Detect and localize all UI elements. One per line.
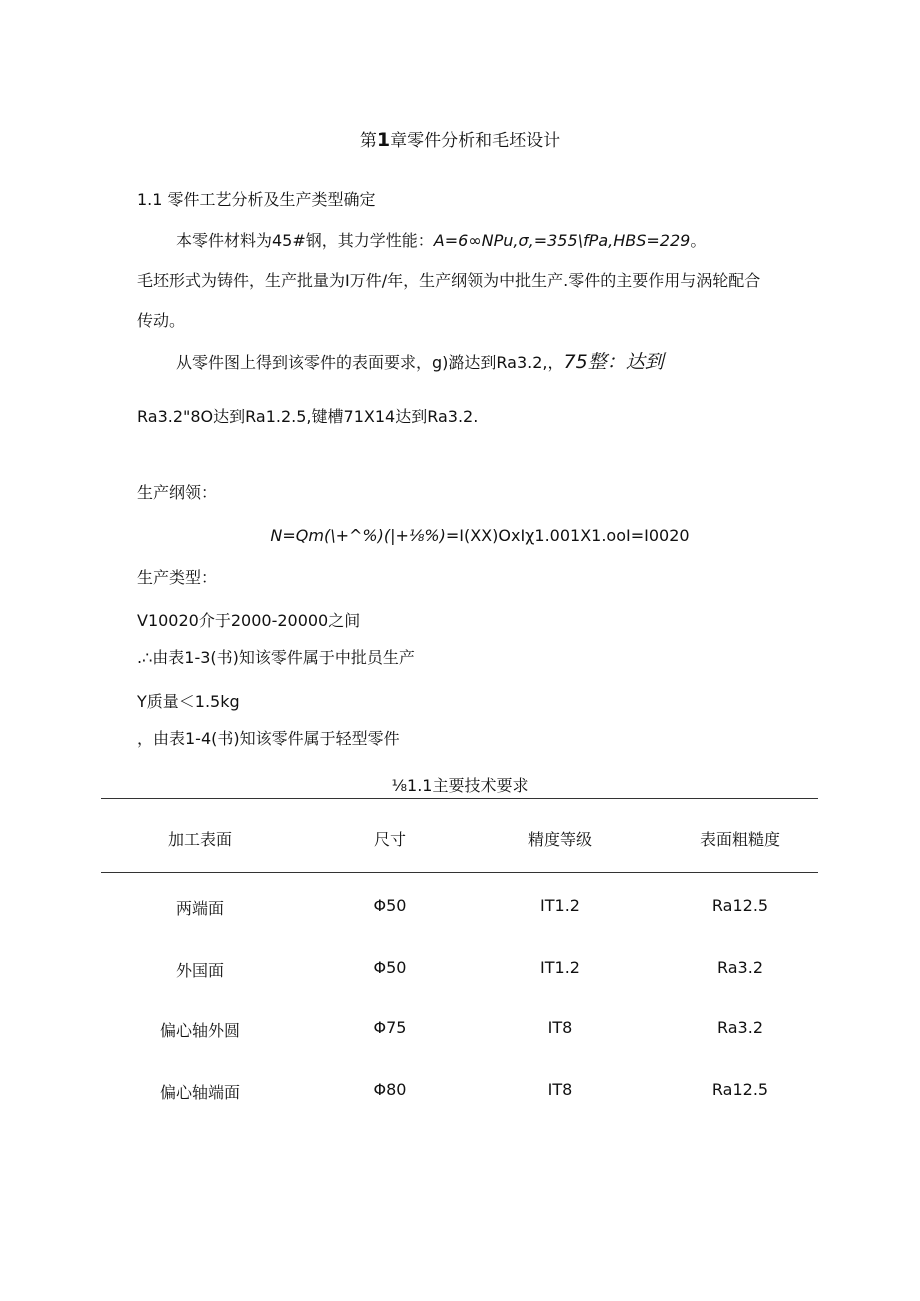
cell-surface: 偏心轴外圆 (159, 1021, 240, 1040)
formula-right: =I(XX)OxIχ1.001X1.ooI=I0020 (445, 526, 690, 545)
chapter-suffix: 章零件分析和毛坯设计 (390, 131, 561, 151)
production-formula (0, 526, 920, 545)
paragraph-blank-line2: 传动。 (137, 311, 186, 330)
table-header-rule (101, 872, 818, 873)
paragraph-surface (176, 352, 664, 373)
header-grade: 精度等级 (527, 830, 592, 849)
table-top-rule (101, 798, 818, 799)
cell-size: Φ50 (373, 958, 407, 977)
mass-conclusion: ，由表1-4(书)知该零件属于轻型零件 (137, 729, 400, 748)
cell-roughness: Ra3.2 (716, 958, 763, 977)
cell-grade: IT1.2 (540, 896, 580, 915)
surface-text: 从零件图上得到该零件的表面要求，g)潞达到Ra3.2,， (176, 353, 564, 372)
material-end: 。 (690, 231, 707, 250)
formula-left: N=Qm(\+^%)(|+⅛%) (270, 526, 446, 545)
paragraph-blank-line1: 毛坯形式为铸件，生产批量为I万件/年，生产纲领为中批生产.零件的主要作用与涡轮配合 (137, 271, 761, 290)
chapter-prefix: 第 (359, 131, 377, 151)
header-roughness: 表面粗糙度 (699, 830, 780, 849)
cell-size: Φ50 (373, 896, 407, 915)
paragraph-roughness: Ra3.2"8O达到Ra1.2.5,键槽71X14达到Ra3.2. (137, 407, 479, 426)
cell-size: Φ75 (373, 1018, 407, 1037)
production-program-label: 生产纲领： (137, 483, 218, 502)
cell-grade: IT1.2 (540, 958, 580, 977)
cell-grade: IT8 (547, 1018, 573, 1037)
material-properties: A=6∞NPu,σ,=355\fPa,HBS=229 (433, 231, 691, 250)
header-surface: 加工表面 (167, 830, 232, 849)
cell-roughness: Ra12.5 (711, 1080, 769, 1099)
cell-roughness: Ra12.5 (711, 896, 769, 915)
cell-grade: IT8 (547, 1080, 573, 1099)
chapter-number: 1 (376, 129, 391, 151)
material-text: 本零件材料为45#钢，其力学性能： (176, 231, 434, 250)
production-type-label: 生产类型： (137, 568, 218, 587)
production-range: V10020介于2000-20000之间 (137, 611, 361, 630)
mass-condition: Y质量＜1.5kg (137, 692, 240, 711)
section-title: 1.1 零件工艺分析及生产类型确定 (137, 190, 376, 209)
cell-roughness: Ra3.2 (716, 1018, 763, 1037)
table-caption: ⅛1.1主要技术要求 (391, 776, 529, 795)
cell-surface: 偏心轴端面 (159, 1083, 240, 1102)
cell-surface: 外国面 (175, 961, 224, 980)
surface-italic: 75整：达到 (563, 351, 664, 373)
production-conclusion: .∴由表1-3(书)知该零件属于中批员生产 (137, 648, 415, 667)
cell-size: Φ80 (373, 1080, 407, 1099)
header-size: 尺寸 (373, 830, 406, 849)
chapter-title (0, 126, 920, 151)
cell-surface: 两端面 (175, 899, 224, 918)
paragraph-material (176, 231, 706, 251)
